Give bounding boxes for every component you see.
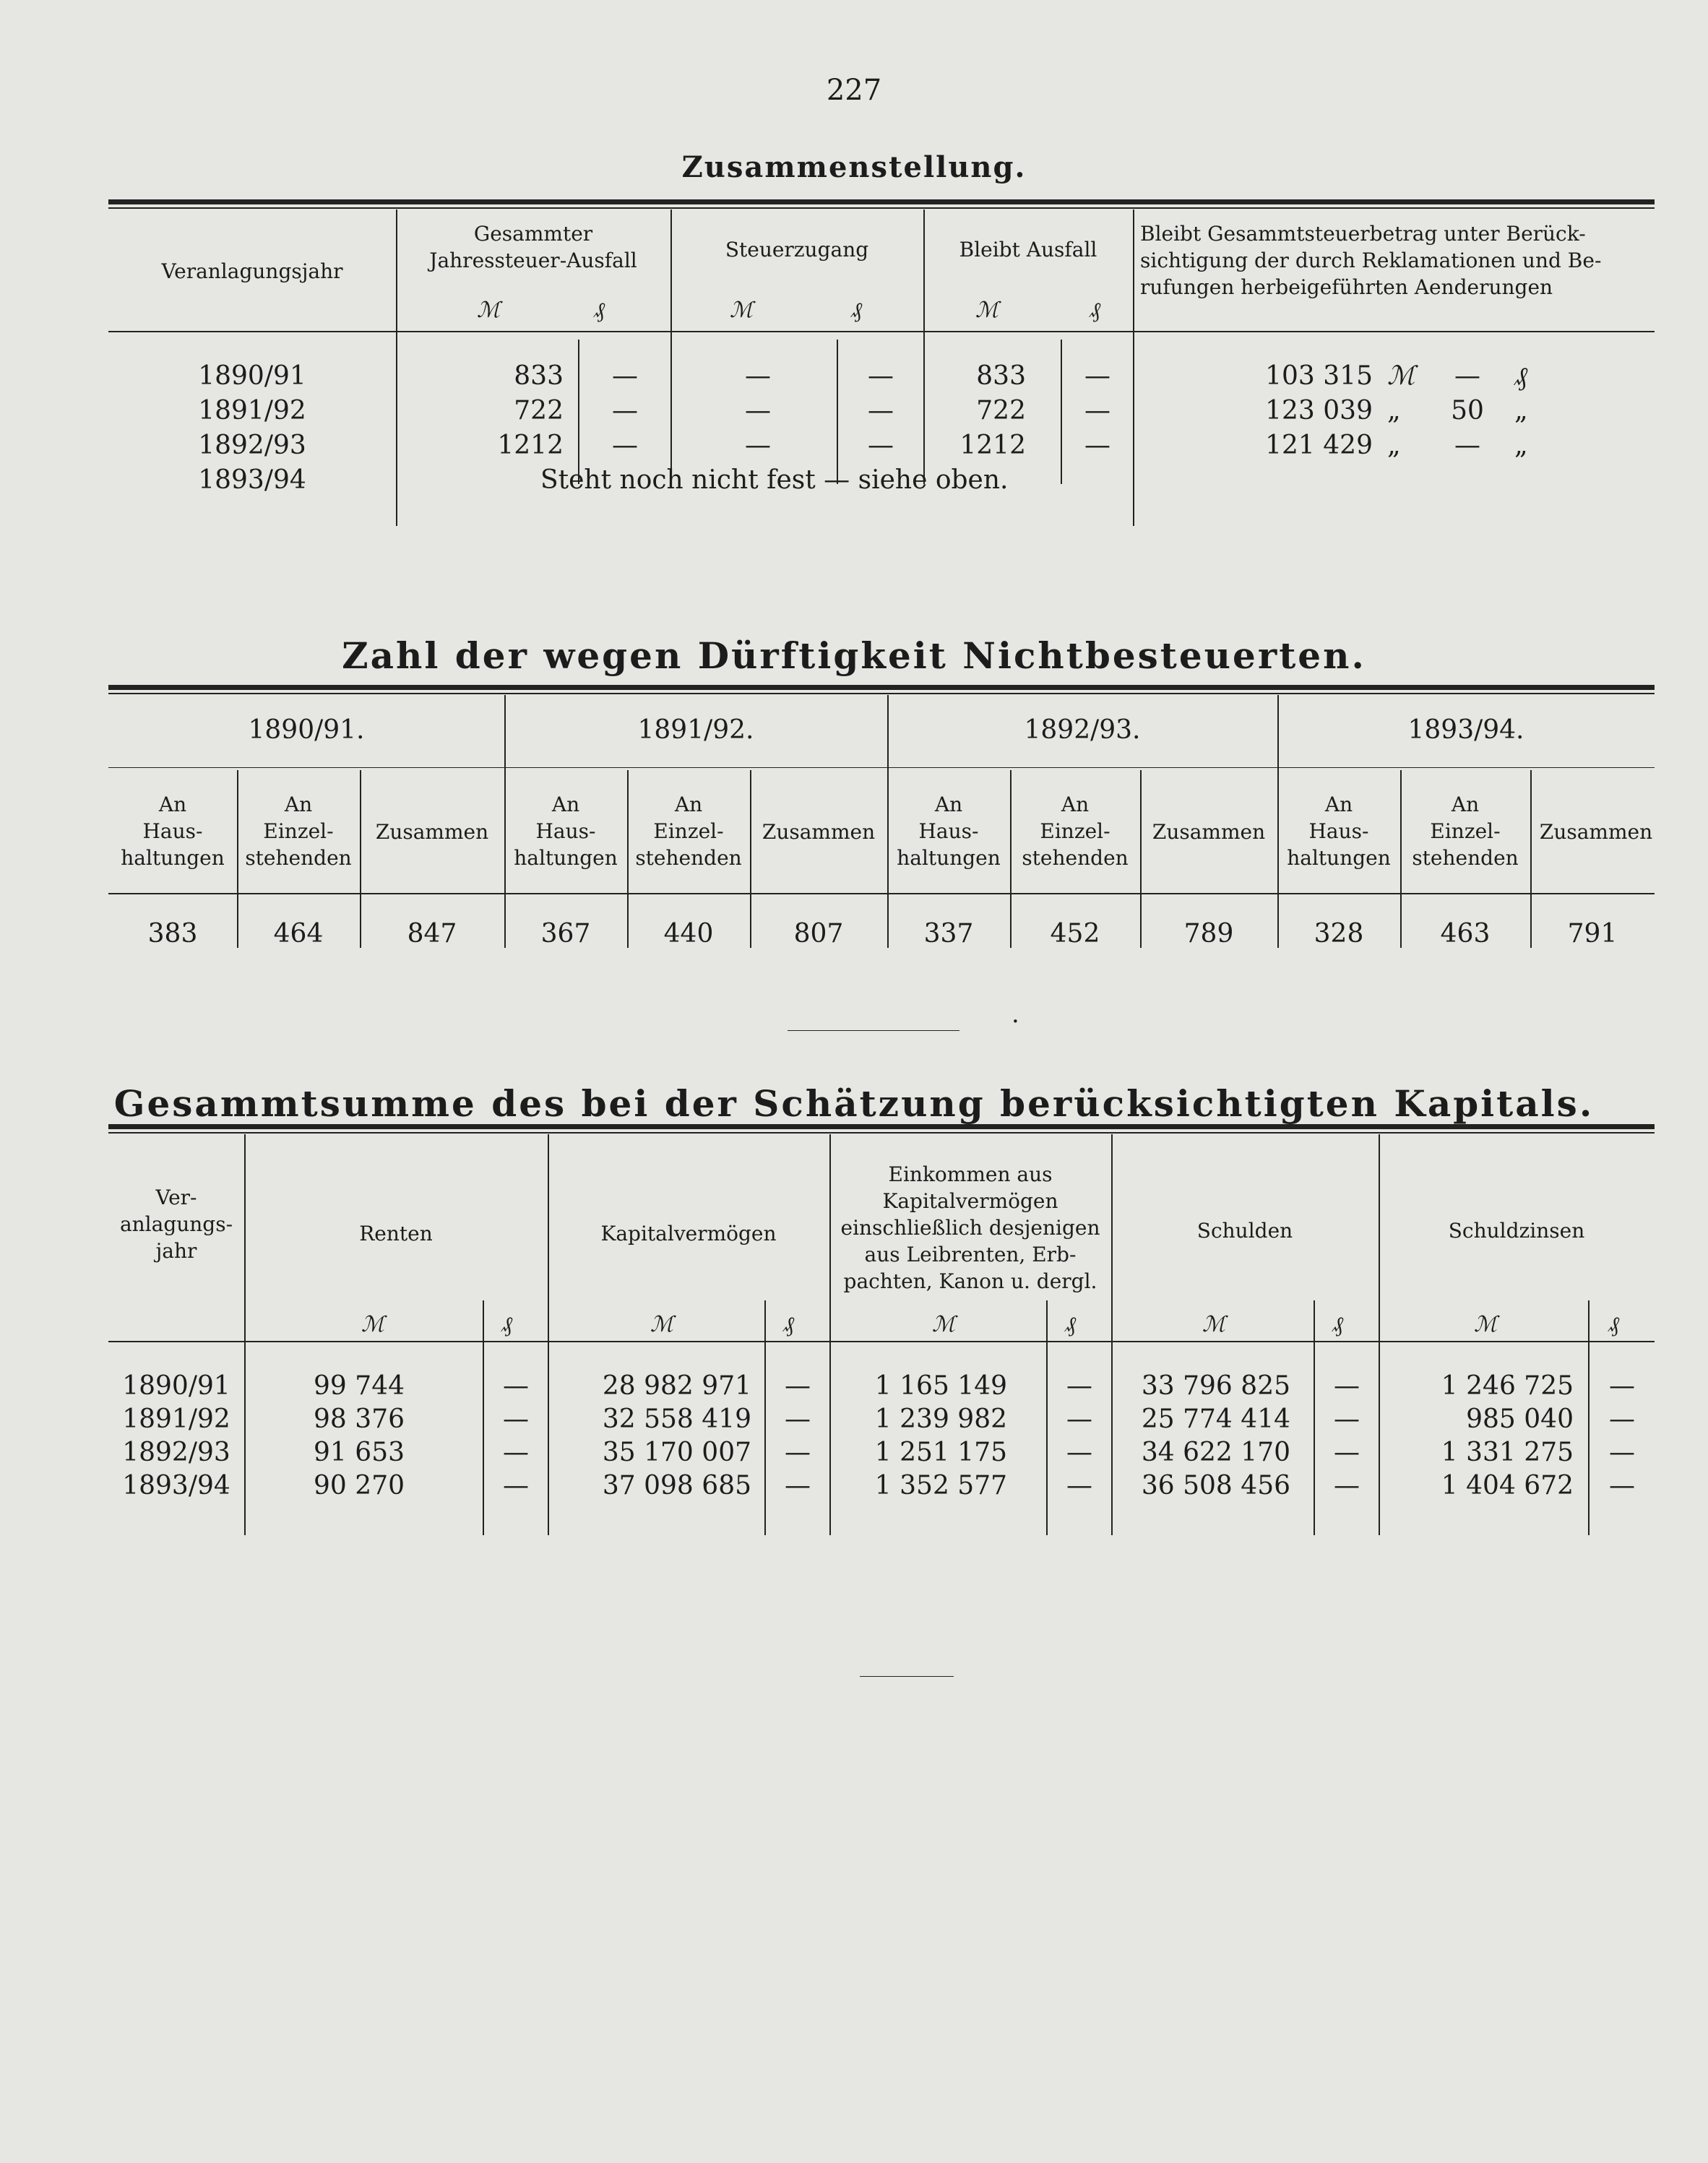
income-pf: — xyxy=(1066,1371,1092,1401)
total-count: 789 xyxy=(1183,919,1234,949)
rents-pf: — xyxy=(503,1371,529,1401)
unit-mark: ℳ xyxy=(975,298,999,323)
total-count: 847 xyxy=(407,919,457,949)
rents-pf: — xyxy=(503,1471,529,1501)
capital-header-rule xyxy=(108,1341,1655,1342)
end-mark: · xyxy=(1012,1007,1019,1036)
unit-pf: ₰ xyxy=(501,1312,512,1337)
inc-marks: — xyxy=(745,431,771,460)
rents-value: 98 376 xyxy=(314,1404,405,1434)
capital-pf: — xyxy=(785,1438,811,1467)
header-interest: Schuldzinsen xyxy=(1448,1219,1585,1243)
header-singles: An Einzel- stehenden xyxy=(635,793,742,870)
capital-value: 35 170 007 xyxy=(602,1438,751,1467)
unit-mark: ℳ xyxy=(1202,1312,1226,1337)
interest-pf: — xyxy=(1609,1371,1635,1401)
debts-value: 34 622 170 xyxy=(1141,1438,1290,1467)
income-pf: — xyxy=(1066,1404,1092,1434)
total-unit: „ xyxy=(1387,396,1401,426)
households-count: 328 xyxy=(1314,919,1364,949)
singles-count: 463 xyxy=(1440,919,1491,949)
unit-pf: ₰ xyxy=(783,1312,794,1337)
unit-pf: ₰ xyxy=(1090,298,1100,323)
header-loss: Gesammter Jahressteuer-Ausfall xyxy=(429,222,637,272)
page-number: 227 xyxy=(826,74,882,107)
poverty-sub-rule xyxy=(108,767,1655,768)
debts-value: 33 796 825 xyxy=(1141,1371,1290,1401)
row-year: 1893/94 xyxy=(122,1471,230,1501)
total-unit: „ xyxy=(1387,431,1401,460)
unit-mark: ℳ xyxy=(932,1312,956,1337)
header-singles: An Einzel- stehenden xyxy=(245,793,352,870)
interest-pf: — xyxy=(1609,1404,1635,1434)
header-total: Zusammen xyxy=(1539,820,1653,844)
unit-mark: ℳ xyxy=(361,1312,385,1337)
header-debts: Schulden xyxy=(1196,1219,1293,1243)
capital-end-rule xyxy=(860,1676,954,1677)
rents-value: 99 744 xyxy=(314,1371,405,1401)
total-pf-unit: „ xyxy=(1514,396,1528,426)
capital-vline xyxy=(244,1134,246,1535)
poverty-end-rule xyxy=(788,1030,959,1031)
debts-pf: — xyxy=(1334,1438,1360,1467)
row-year: 1891/92 xyxy=(122,1404,230,1434)
total-pf-unit: ₰ xyxy=(1514,362,1527,392)
header-total: Zusammen xyxy=(1152,820,1266,844)
unit-pf: ₰ xyxy=(594,298,605,323)
loss-pf: — xyxy=(612,396,638,426)
header-households: An Haus- haltungen xyxy=(514,793,618,870)
singles-count: 452 xyxy=(1050,919,1100,949)
total-count: 791 xyxy=(1567,919,1618,949)
total-pf: — xyxy=(1454,431,1480,460)
inc-pf: — xyxy=(868,361,894,391)
header-singles: An Einzel- stehenden xyxy=(1022,793,1129,870)
interest-value: 1 404 672 xyxy=(1441,1471,1574,1501)
row-year: 1893/94 xyxy=(198,465,306,495)
header-total: Zusammen xyxy=(375,820,489,844)
capital-vline xyxy=(1379,1134,1380,1535)
header-total: Bleibt Gesammtsteuerbetrag unter Berück- sichtigung der durch Reklamationen und Be- rufungen herbeigeführten Aenderungen xyxy=(1140,222,1602,299)
interest-value: 1 331 275 xyxy=(1441,1438,1574,1467)
poverty-title: Zahl der wegen Dürftigkeit Nichtbesteuerten. xyxy=(342,634,1366,677)
total-marks: 103 315 xyxy=(1265,361,1373,391)
capital-value: 28 982 971 xyxy=(602,1371,751,1401)
interest-value: 985 040 xyxy=(1466,1404,1574,1434)
inc-marks: — xyxy=(745,361,771,391)
rents-pf: — xyxy=(503,1404,529,1434)
pending-note: Steht noch nicht fest — siehe oben. xyxy=(540,465,1009,495)
summary-top-rule xyxy=(108,199,1655,209)
poverty-header-rule xyxy=(108,893,1655,894)
interest-value: 1 246 725 xyxy=(1441,1371,1574,1401)
interest-pf: — xyxy=(1609,1471,1635,1501)
unit-pf: ₰ xyxy=(1332,1312,1343,1337)
inc-marks: — xyxy=(745,396,771,426)
header-year: Veranlagungsjahr xyxy=(161,259,343,283)
households-count: 383 xyxy=(147,919,198,949)
total-pf: — xyxy=(1454,361,1480,391)
debts-pf: — xyxy=(1334,1404,1360,1434)
income-value: 1 251 175 xyxy=(874,1438,1007,1467)
header-remaining: Bleibt Ausfall xyxy=(959,238,1097,262)
rem-pf: — xyxy=(1084,431,1110,460)
header-total: Zusammen xyxy=(762,820,876,844)
singles-count: 440 xyxy=(663,919,714,949)
interest-pf: — xyxy=(1609,1438,1635,1467)
header-year: Ver- anlagungs- jahr xyxy=(119,1186,233,1263)
header-households: An Haus- haltungen xyxy=(897,793,1001,870)
singles-count: 464 xyxy=(273,919,324,949)
unit-mark: ℳ xyxy=(730,298,754,323)
rents-pf: — xyxy=(503,1438,529,1467)
total-pf-unit: „ xyxy=(1514,431,1528,460)
row-year: 1890/91 xyxy=(198,361,306,391)
total-unit: ℳ xyxy=(1387,361,1415,391)
rem-pf: — xyxy=(1084,361,1110,391)
households-count: 337 xyxy=(923,919,974,949)
poverty-year: 1890/91. xyxy=(248,715,365,745)
rem-marks: 722 xyxy=(976,396,1026,426)
debts-pf: — xyxy=(1334,1371,1360,1401)
unit-pf: ₰ xyxy=(851,298,862,323)
rents-value: 90 270 xyxy=(314,1471,405,1501)
income-pf: — xyxy=(1066,1438,1092,1467)
loss-pf: — xyxy=(612,361,638,391)
total-pf: 50 xyxy=(1451,396,1484,426)
total-marks: 123 039 xyxy=(1265,396,1373,426)
row-year: 1890/91 xyxy=(122,1371,230,1401)
row-year: 1891/92 xyxy=(198,396,306,426)
header-capital: Kapitalvermögen xyxy=(600,1222,777,1245)
income-value: 1 239 982 xyxy=(874,1404,1007,1434)
rents-value: 91 653 xyxy=(314,1438,405,1467)
summary-header-rule xyxy=(108,331,1655,332)
poverty-year: 1893/94. xyxy=(1407,715,1524,745)
poverty-year: 1892/93. xyxy=(1024,715,1141,745)
unit-pf: ₰ xyxy=(1065,1312,1076,1337)
unit-mark: ℳ xyxy=(1474,1312,1498,1337)
loss-pf: — xyxy=(612,431,638,460)
inc-pf: — xyxy=(868,396,894,426)
income-value: 1 165 149 xyxy=(874,1371,1007,1401)
inc-pf: — xyxy=(868,431,894,460)
capital-pf: — xyxy=(785,1404,811,1434)
header-income: Einkommen aus Kapitalvermögen einschließlich desjenigen aus Leibrenten, Erb- pachten, Kanon u. dergl. xyxy=(840,1162,1100,1293)
header-rents: Renten xyxy=(359,1222,433,1245)
unit-pf: ₰ xyxy=(1608,1312,1619,1337)
unit-mark: ℳ xyxy=(477,298,501,323)
header-singles: An Einzel- stehenden xyxy=(1412,793,1519,870)
loss-marks: 833 xyxy=(514,361,564,391)
capital-pf: — xyxy=(785,1471,811,1501)
poverty-year: 1891/92. xyxy=(637,715,754,745)
rem-marks: 1212 xyxy=(959,431,1026,460)
debts-value: 36 508 456 xyxy=(1141,1471,1290,1501)
header-households: An Haus- haltungen xyxy=(1287,793,1391,870)
poverty-top-rule xyxy=(108,685,1655,694)
capital-vline xyxy=(1111,1134,1113,1535)
households-count: 367 xyxy=(540,919,591,949)
income-value: 1 352 577 xyxy=(874,1471,1007,1501)
unit-mark: ℳ xyxy=(650,1312,674,1337)
capital-pf: — xyxy=(785,1371,811,1401)
debts-value: 25 774 414 xyxy=(1141,1404,1290,1434)
capital-title: Gesammtsumme des bei der Schätzung berücksichtigten Kapitals. xyxy=(113,1082,1595,1125)
summary-vline xyxy=(1133,210,1134,526)
row-year: 1892/93 xyxy=(122,1438,230,1467)
total-marks: 121 429 xyxy=(1265,431,1373,460)
row-year: 1892/93 xyxy=(198,431,306,460)
header-increase: Steuerzugang xyxy=(725,238,869,262)
capital-value: 37 098 685 xyxy=(602,1471,751,1501)
debts-pf: — xyxy=(1334,1471,1360,1501)
capital-top-rule xyxy=(108,1124,1655,1134)
rem-marks: 833 xyxy=(976,361,1026,391)
loss-marks: 722 xyxy=(514,396,564,426)
header-households: An Haus- haltungen xyxy=(121,793,225,870)
capital-vline xyxy=(548,1134,549,1535)
total-count: 807 xyxy=(793,919,844,949)
capital-value: 32 558 419 xyxy=(602,1404,751,1434)
income-pf: — xyxy=(1066,1471,1092,1501)
summary-title: Zusammenstellung. xyxy=(681,150,1027,184)
loss-marks: 1212 xyxy=(497,431,564,460)
rem-pf: — xyxy=(1084,396,1110,426)
